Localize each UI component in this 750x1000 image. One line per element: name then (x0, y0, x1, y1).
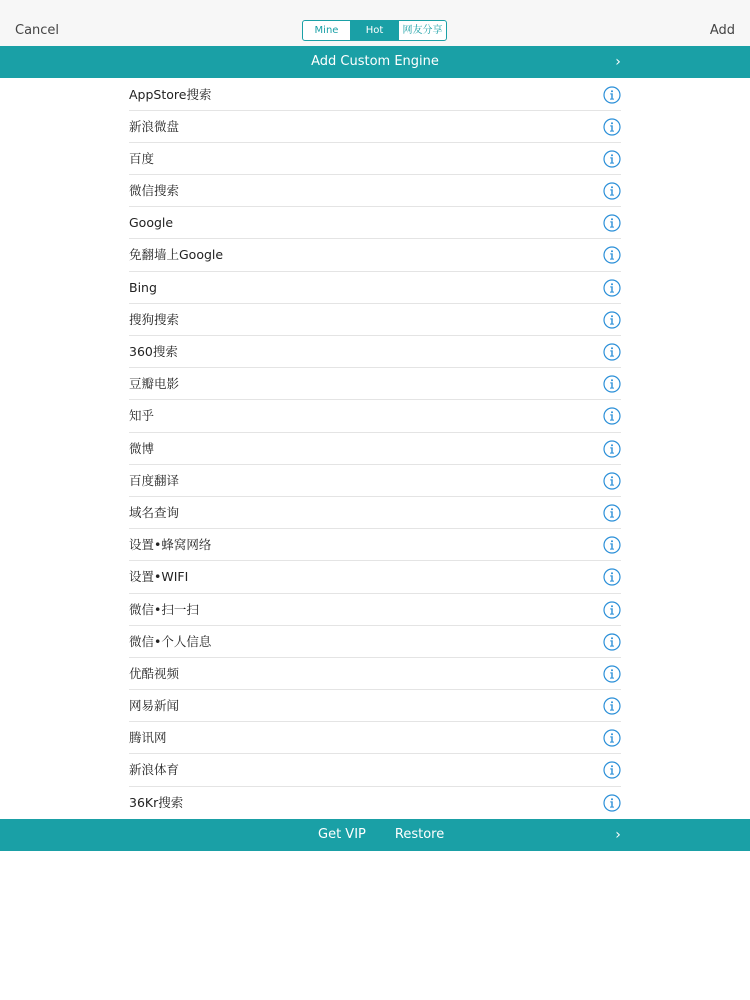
engine-row[interactable] (129, 368, 621, 400)
engine-name: 百度翻译 (129, 472, 180, 488)
engine-row[interactable] (129, 594, 621, 626)
get-vip-button[interactable]: Get VIP (318, 827, 366, 842)
engine-row[interactable] (129, 465, 621, 497)
info-icon[interactable] (603, 536, 621, 554)
chevron-right-icon: › (615, 54, 621, 70)
engine-name: Google (129, 215, 174, 231)
engine-row[interactable] (129, 111, 621, 143)
info-icon[interactable] (603, 697, 621, 715)
info-icon[interactable] (603, 375, 621, 393)
engine-name: 设置•蜂窝网络 (129, 537, 212, 553)
engine-row[interactable] (129, 79, 621, 111)
info-icon[interactable] (603, 214, 621, 232)
engine-name: 36Kr搜索 (129, 794, 184, 810)
info-icon[interactable] (603, 440, 621, 458)
engine-row[interactable] (129, 690, 621, 722)
engine-name: 微博 (129, 440, 155, 456)
engine-name: 免翻墙上Google (129, 247, 224, 263)
info-icon[interactable] (603, 568, 621, 586)
info-icon[interactable] (603, 407, 621, 425)
engine-name: 设置•WIFI (129, 569, 189, 585)
engine-name: 知乎 (129, 408, 155, 424)
engine-name: 优酷视频 (129, 665, 180, 681)
info-icon[interactable] (603, 729, 621, 747)
chevron-right-icon[interactable]: › (615, 827, 621, 843)
engine-row[interactable] (129, 561, 621, 593)
engine-name: 域名查询 (129, 504, 180, 520)
engine-row[interactable] (129, 175, 621, 207)
engine-name: 百度 (129, 150, 155, 166)
info-icon[interactable] (603, 665, 621, 683)
info-icon[interactable] (603, 633, 621, 651)
engine-name: 搜狗搜索 (129, 311, 180, 327)
engine-row[interactable] (129, 207, 621, 239)
segment-mine[interactable]: Mine (303, 21, 351, 40)
engine-row[interactable] (129, 497, 621, 529)
engine-row[interactable] (129, 754, 621, 786)
info-icon[interactable] (603, 279, 621, 297)
engine-row[interactable] (129, 787, 621, 819)
segmented-control (302, 20, 447, 41)
info-icon[interactable] (603, 794, 621, 812)
engine-row[interactable] (129, 529, 621, 561)
engine-name: 微信•个人信息 (129, 633, 212, 649)
info-icon[interactable] (603, 311, 621, 329)
add-button[interactable]: Add (709, 23, 735, 38)
engine-name: 网易新闻 (129, 698, 180, 714)
engine-row[interactable] (129, 143, 621, 175)
engine-name: Bing (129, 279, 157, 295)
info-icon[interactable] (603, 150, 621, 168)
engine-row[interactable] (129, 433, 621, 465)
info-icon[interactable] (603, 601, 621, 619)
engine-row[interactable] (129, 658, 621, 690)
engine-row[interactable] (129, 304, 621, 336)
info-icon[interactable] (603, 504, 621, 522)
segment-shared[interactable]: 网友分享 (402, 25, 443, 36)
engine-name: 360搜索 (129, 344, 178, 359)
info-icon[interactable] (603, 246, 621, 264)
engine-name: 微信•扫一扫 (129, 601, 199, 617)
info-icon[interactable] (603, 118, 621, 136)
info-icon[interactable] (603, 182, 621, 200)
engine-name: 豆瓣电影 (129, 376, 180, 392)
engine-row[interactable] (129, 239, 621, 271)
engine-name: 新浪体育 (129, 762, 180, 778)
engine-row[interactable] (129, 272, 621, 304)
engine-name: 新浪微盘 (129, 118, 180, 134)
navigation-bar (0, 0, 750, 46)
segment-hot[interactable]: Hot (351, 21, 399, 40)
info-icon[interactable] (603, 86, 621, 104)
bottom-actions (318, 819, 444, 851)
engine-row[interactable] (129, 336, 621, 368)
cancel-button[interactable]: Cancel (15, 23, 60, 38)
bottom-action-bar (0, 819, 750, 851)
engine-row[interactable] (129, 626, 621, 658)
info-icon[interactable] (603, 472, 621, 490)
add-custom-engine-label: Add Custom Engine (311, 54, 439, 69)
engine-list (129, 79, 621, 819)
engine-name: 微信搜索 (129, 183, 180, 199)
engine-name: AppStore搜索 (129, 86, 212, 102)
info-icon[interactable] (603, 343, 621, 361)
info-icon[interactable] (603, 761, 621, 779)
add-custom-engine-bar[interactable] (0, 46, 750, 78)
engine-name: 腾讯网 (129, 730, 167, 746)
restore-button[interactable]: Restore (394, 827, 445, 842)
engine-row[interactable] (129, 722, 621, 754)
engine-row[interactable] (129, 400, 621, 432)
